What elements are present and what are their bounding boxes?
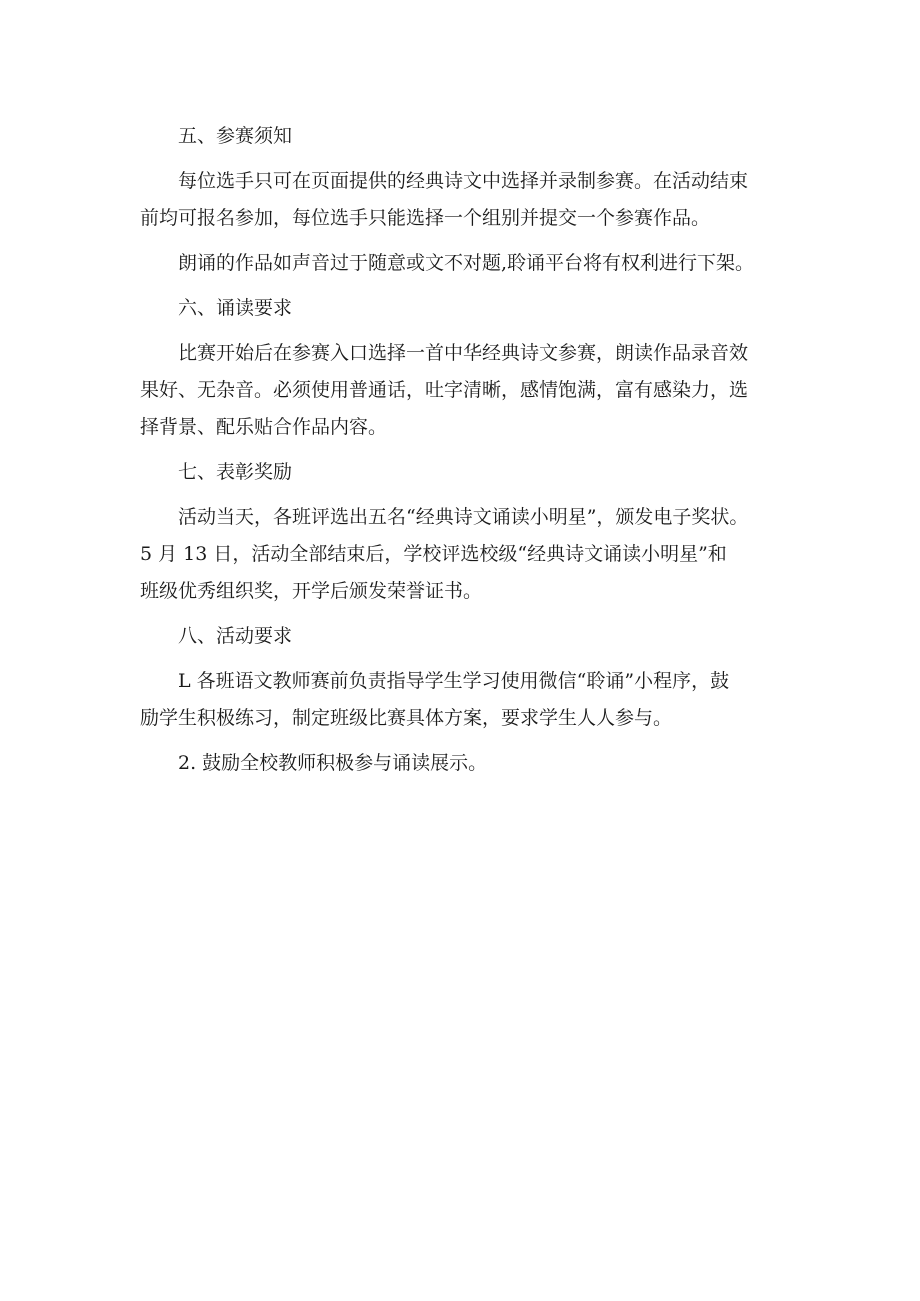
paragraph-line: L 各班语文教师赛前负责指导学生学习使用微信“聆诵”小程序，鼓 — [178, 670, 730, 692]
paragraph-line: 果好、无杂音。必须使用普通话，吐字清晰，感情饱满，富有感染力，选 — [140, 379, 749, 401]
paragraph-line: 朗诵的作品如声音过于随意或文不对题,聆诵平台将有权利进行下架。 — [178, 252, 755, 274]
section-heading-8: 八、活动要求 — [178, 625, 293, 647]
document-body — [140, 118, 780, 782]
paragraph-line: 班级优秀组织奖，开学后颁发荣誉证书。 — [140, 580, 483, 602]
paragraph-line: 励学生积极练习，制定班级比赛具体方案，要求学生人人参与。 — [140, 707, 673, 729]
paragraph-line: 前均可报名参加，每位选手只能选择一个组别并提交一个参赛作品。 — [140, 207, 711, 229]
paragraph-line: 活动当天，各班评选出五名“经典诗文诵读小明星”，颁发电子奖状。 — [178, 506, 749, 528]
section-heading-6: 六、诵读要求 — [178, 297, 293, 319]
paragraph — [140, 245, 780, 282]
paragraph — [140, 663, 780, 737]
paragraph-line: 比赛开始后在参赛入口选择一首中华经典诗文参赛，朗读作品录音效 — [178, 342, 749, 364]
paragraph-line: 择背景、配乐贴合作品内容。 — [140, 416, 388, 438]
paragraph — [140, 745, 780, 782]
paragraph-line: 每位选手只可在页面提供的经典诗文中选择并录制参赛。在活动结束 — [178, 170, 749, 192]
paragraph — [140, 163, 780, 237]
paragraph-line: 5 月 13 日，活动全部结束后，学校评选校级“经典诗文诵读小明星”和 — [140, 543, 727, 565]
section-heading-7: 七、表彰奖励 — [178, 461, 293, 483]
paragraph — [140, 335, 780, 446]
paragraph-line: 2. 鼓励全校教师积极参与诵读展示。 — [178, 752, 488, 774]
paragraph — [140, 499, 780, 610]
section-heading-5: 五、参赛须知 — [178, 125, 293, 147]
